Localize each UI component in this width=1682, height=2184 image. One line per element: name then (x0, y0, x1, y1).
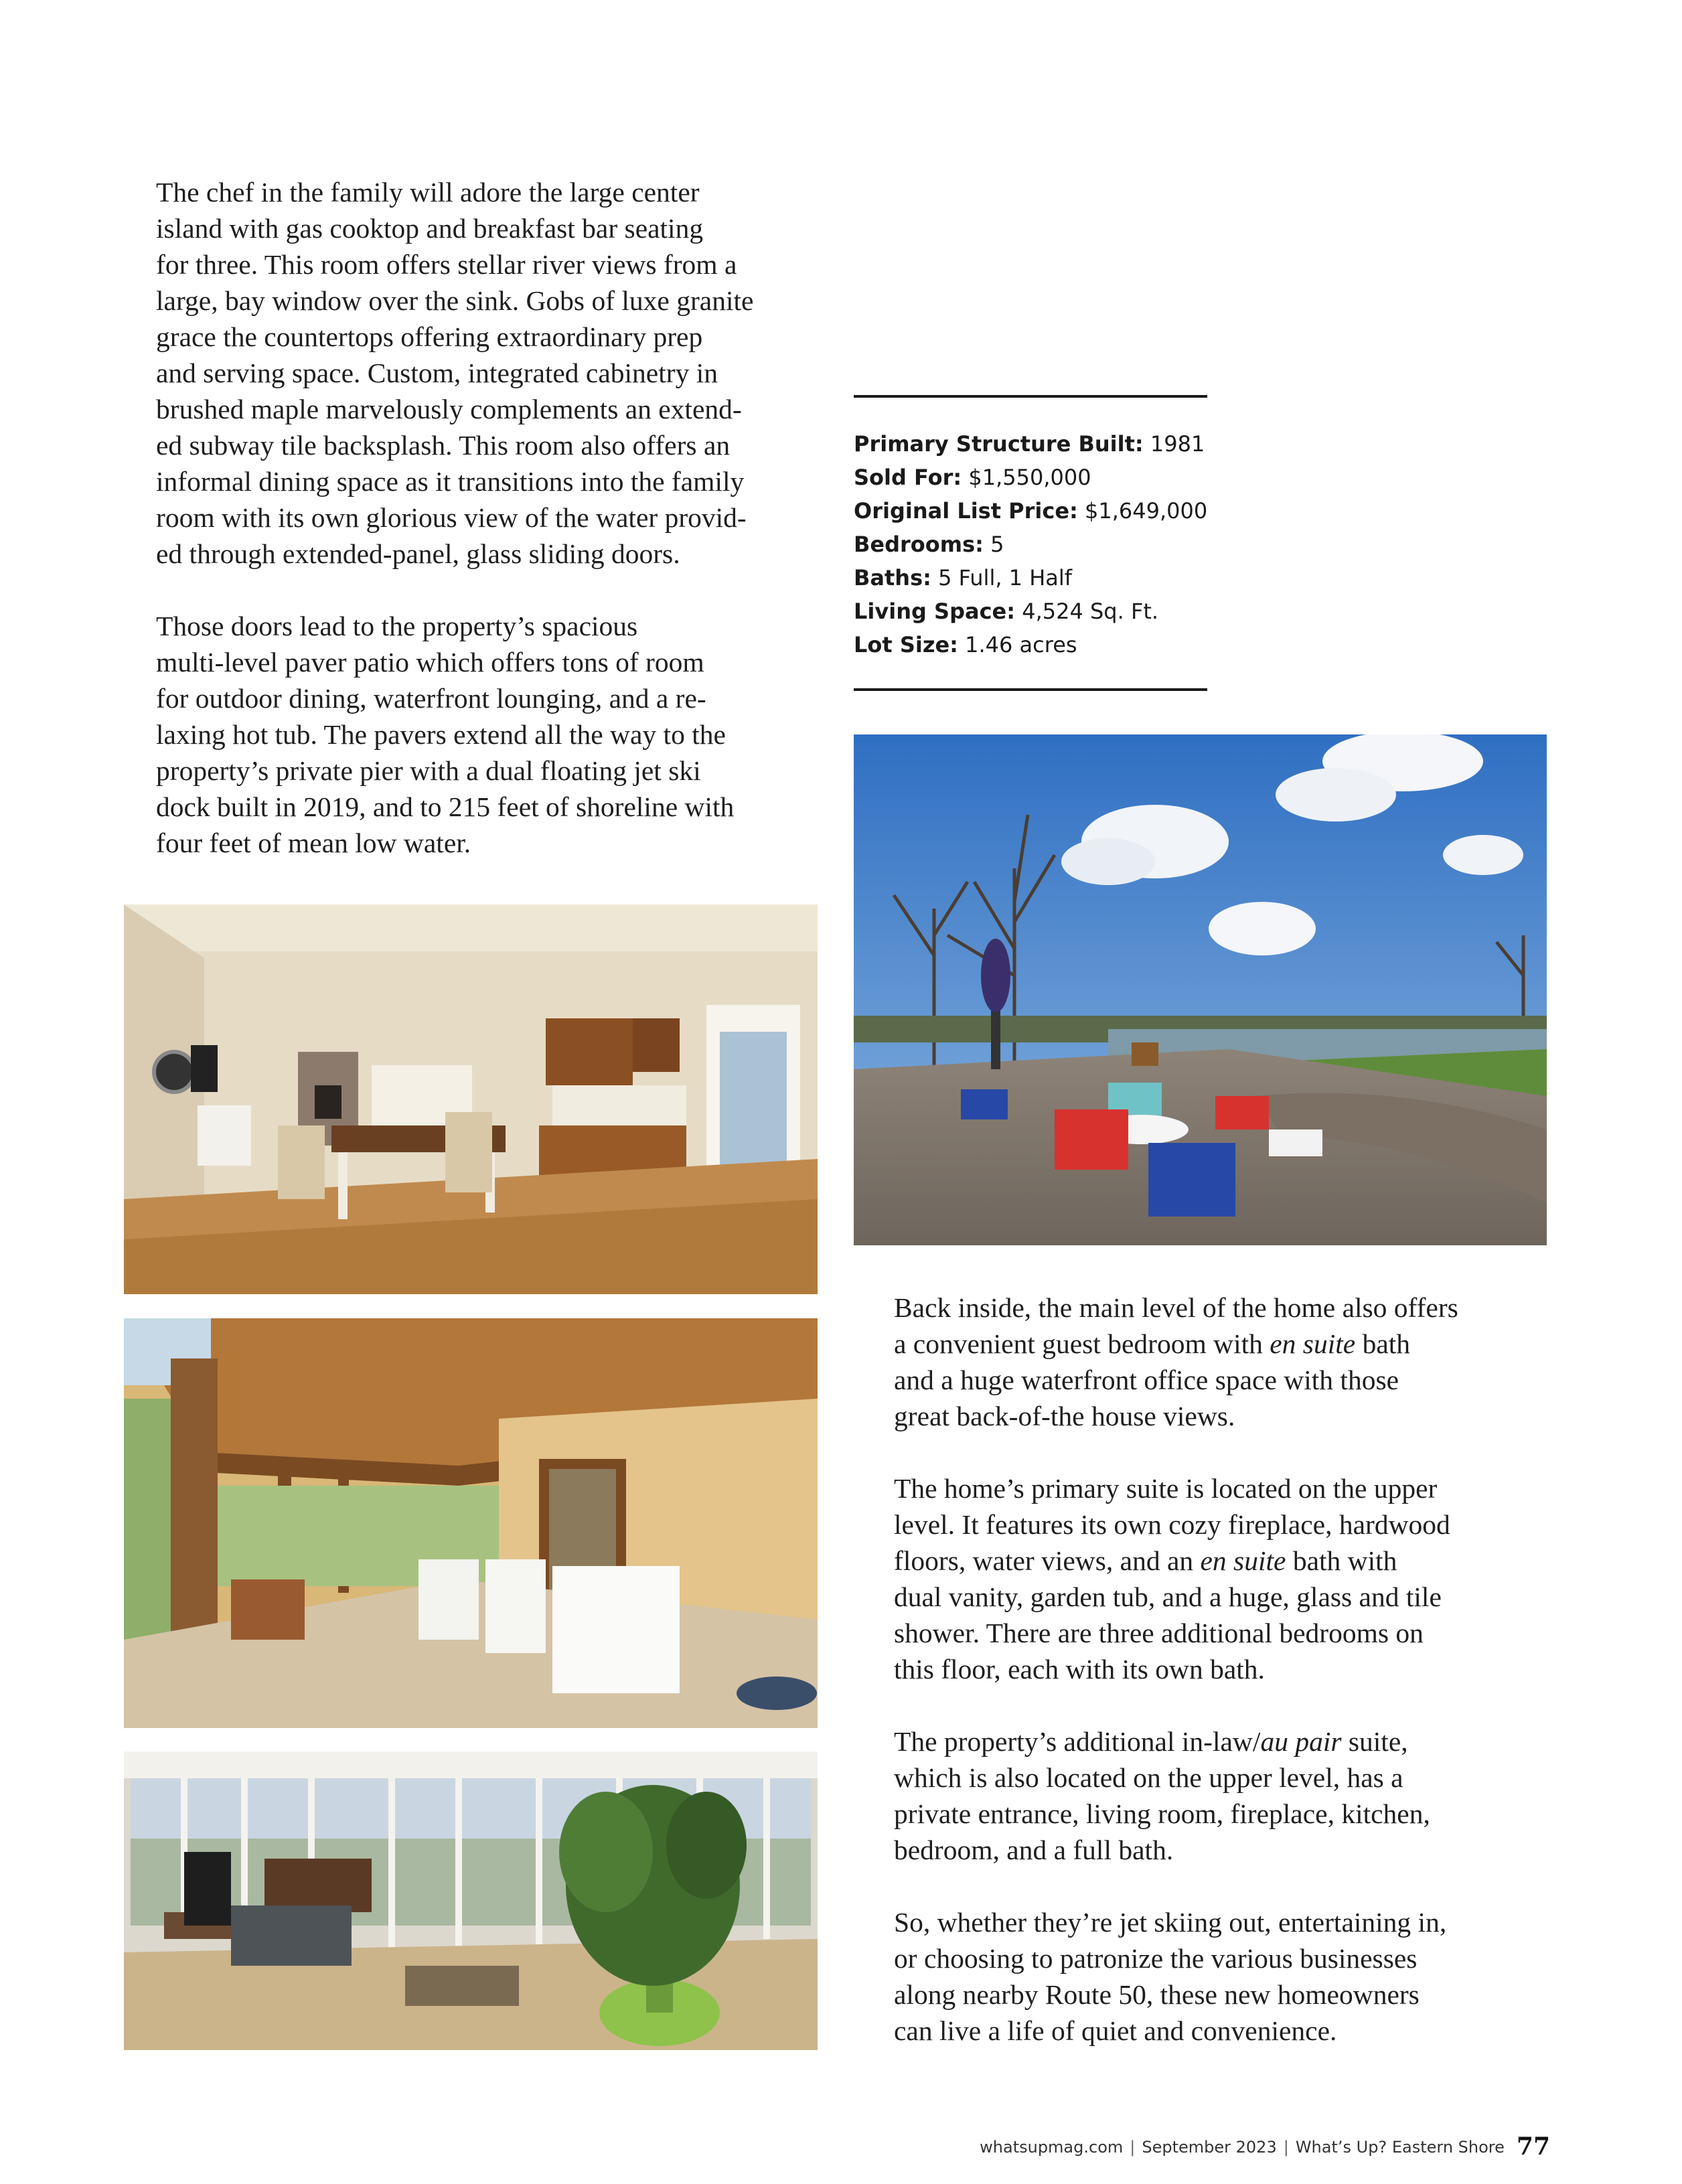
fact-lot-size: Lot Size: 1.46 acres (854, 632, 1077, 657)
footer-divider: | (1283, 2138, 1289, 2157)
left-column-text (156, 174, 799, 861)
fact-list-price: Original List Price: $1,649,000 (854, 498, 1208, 524)
fact-bedrooms: Bedrooms: 5 (854, 532, 1004, 557)
closing-paragraph: So, whether they’re jet skiing out, entertaining in, or choosing to patronize the various businesses along nearby Route 50, these new homeowners can live a life of quiet and convenience. (894, 1907, 1447, 2046)
patio-paragraph: Those doors lead to the property’s spacious multi-level paver patio which offers tons of room for outdoor dining, waterfront lounging, and a re- laxing hot tub. The pavers extend all the way to the property’s private pier with a dual floating jet ski dock built in 2019, and to 215 feet of shoreline with four feet of mean low water. (156, 611, 735, 858)
page-footer (870, 2132, 1550, 2161)
right-column-text (894, 1290, 1537, 2049)
fact-sold-for: Sold For: $1,550,000 (854, 465, 1091, 490)
sunroom-office-photo (124, 1751, 818, 2050)
fact-baths: Baths: 5 Full, 1 Half (854, 565, 1073, 591)
kitchen-paragraph: The chef in the family will adore the large center island with gas cooktop and breakfast bar seating for three. This room offers stellar river views from a large, bay window over the sink. Gobs of luxe granite grace the countertops offering extraordinary prep and serving space. Custom, integrated cabinetry in brushed maple marvelously complements an extend- ed subway tile backsplash. This room also offers an informal dining space as it transitions into the family room with its own glorious view of the water provid- ed through extended-panel, glass sliding doors. (156, 177, 754, 569)
footer-date: September 2023 (1142, 2138, 1277, 2157)
facts-bottom-divider (854, 688, 1207, 691)
guest-bedroom-paragraph: Back inside, the main level of the home also offers a convenient guest bedroom with en suite bath and a huge waterfront office space with those great back-of-the house views. (894, 1292, 1458, 1431)
property-facts (854, 427, 1322, 661)
kitchen-family-room-photo (124, 905, 818, 1294)
footer-site: whatsupmag.com (980, 2138, 1124, 2157)
facts-top-divider (854, 395, 1207, 398)
page-number: 77 (1516, 2132, 1550, 2161)
covered-porch-photo (124, 1318, 818, 1728)
in-law-suite-paragraph: The property’s additional in-law/au pair suite, which is also located on the upper level, has a private entrance, living room, fireplace, kitchen, bedroom, and a full bath. (894, 1726, 1430, 1865)
patio-photo (854, 734, 1547, 1245)
footer-publication: What’s Up? Eastern Shore (1295, 2138, 1505, 2157)
footer-divider: | (1130, 2138, 1136, 2157)
fact-living-space: Living Space: 4,524 Sq. Ft. (854, 599, 1159, 624)
fact-year-built: Primary Structure Built: 1981 (854, 431, 1205, 457)
primary-suite-paragraph: The home’s primary suite is located on the upper level. It features its own cozy fireplace, hardwood floors, water views, and an en suite bath with dual vanity, garden tub, and a huge, glass and tile shower. There are three additional bedrooms on this floor, each with its own bath. (894, 1473, 1450, 1685)
